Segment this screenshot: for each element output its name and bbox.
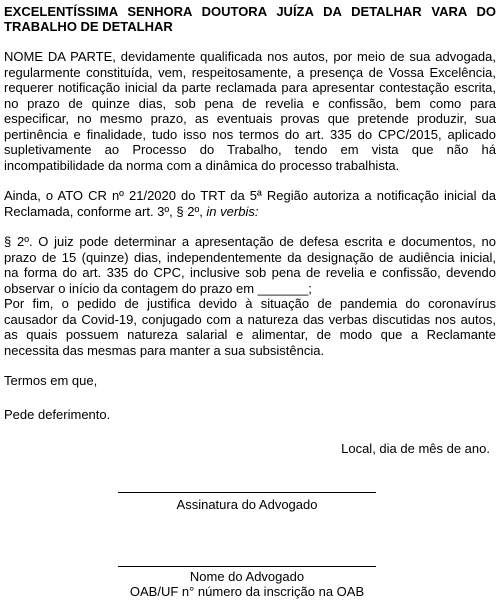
lawyer-name-label: Nome do Advogado <box>189 569 305 584</box>
place-date: Local, dia de mês de ano. <box>341 441 490 456</box>
paragraph-ato-text: Ainda, o ATO CR nº 21/2020 do TRT da 5ª Região autoriza a notificação inicial da Reclamada, conforme art. 3º, § 2º, <box>4 188 496 219</box>
closing-request: Pede deferimento. <box>4 406 111 422</box>
signature-label: Assinatura do Advogado <box>176 497 318 512</box>
paragraph-intro: NOME DA PARTE, devidamente qualificada nos autos, por meio de sua advogada, regularmente constituída, vem, respeitosamente, a presença de Vossa Excelência, requerer notificação inicial da parte reclamada para apresentar contestação escrita, no prazo de quinze dias, sob pena de revelia e confissão, bem como para especificar, no mesmo prazo, as eventuais provas que pretende produzir, sua pertinência e finalidade, tudo isso nos termos do art. 335 do CPC/2015, aplicado supletivamente ao Processo do Trabalho, tendo em vista que não há incompatibilidade da norma com a dinâmica do processo trabalhista. <box>4 49 496 173</box>
closing-terms: Termos em que, <box>4 373 98 388</box>
heading-line-1: EXCELENTÍSSIMA SENHORA DOUTORA JUÍZA DA DETALHAR VARA DO <box>4 4 496 19</box>
paragraph-ato-italic: in verbis: <box>206 203 259 219</box>
paragraph-final: Por fim, o pedido de justifica devido à situação de pandemia do coronavírus causador da Covid-19, conjugado com a natureza das verbas discutidas nos autos, as quais possuem natureza salarial e alimentar, de modo que a Reclamante necessita das mesmas para manter a sua subsistência. <box>4 296 496 358</box>
signature-block <box>118 492 376 512</box>
document-heading <box>4 4 496 34</box>
lawyer-name-line <box>118 566 376 567</box>
paragraph-quote: § 2º. O juiz pode determinar a apresentação de defesa escrita e documentos, no prazo de 15 (quinze) dias, independentemente da designação de audiência inicial, na forma do art. 335 do CPC, inclusive sob pena de revelia e confissão, devendo observar o início da contagem do prazo em _______; <box>4 234 496 296</box>
heading-line-2: TRABALHO DE DETALHAR <box>4 19 173 34</box>
paragraph-ato <box>4 188 496 219</box>
signature-line <box>118 492 376 493</box>
lawyer-name-block <box>118 566 376 599</box>
oab-label: OAB/UF n° número da inscrição na OAB <box>129 584 365 599</box>
